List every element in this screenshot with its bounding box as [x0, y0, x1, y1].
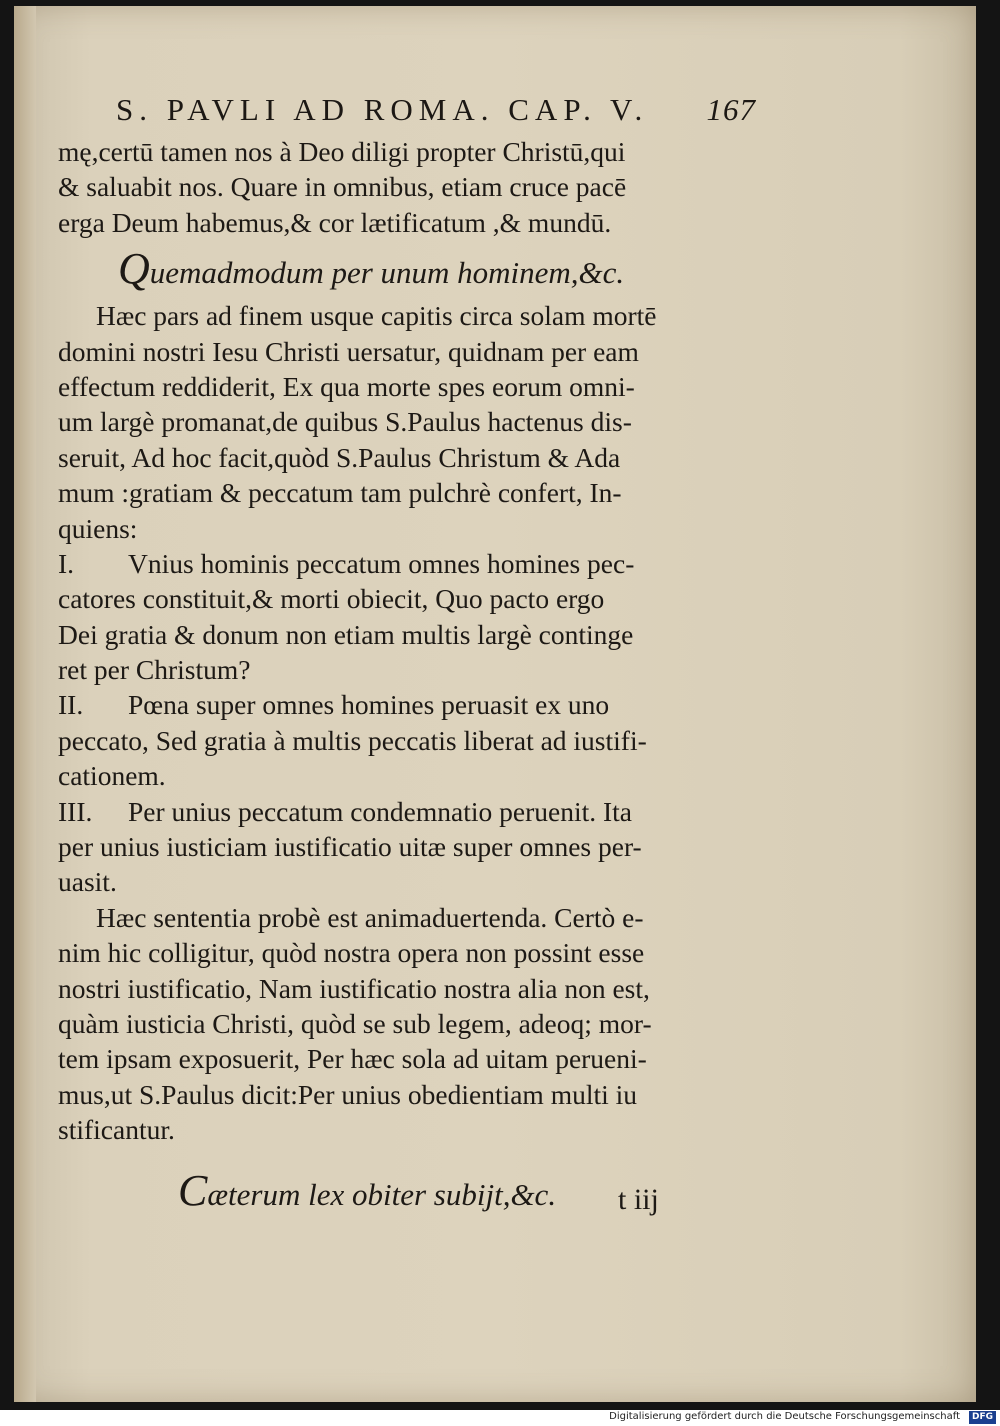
text-line: uasit. [58, 866, 117, 898]
dfg-logo: DFG [969, 1411, 996, 1424]
text-line: Hæc pars ad finem usque capitis circa solam mortē [96, 300, 657, 332]
text-line: effectum reddiderit, Ex qua morte spes eorum omni- [58, 370, 635, 402]
numbered-point-line [58, 546, 748, 581]
text-line: quàm iusticia Christi, quòd se sub legem, adeoq; mor- [58, 1007, 652, 1039]
text-line: stificantur. [58, 1114, 175, 1146]
point-number: III. [58, 795, 93, 827]
point-text: Pœna super omnes homines peruasit ex uno [128, 689, 610, 721]
heading-initial: Q [118, 244, 150, 294]
point-text: Vnius hominis peccatum omnes homines pec- [128, 547, 635, 579]
text-line: per unius iusticiam iustificatio uitæ super omnes per- [58, 831, 642, 863]
text-line: Hæc sententia probè est animaduertenda. Certò e- [96, 901, 644, 933]
text-line: nim hic colligitur, quòd nostra opera non possint esse [58, 937, 645, 969]
text-line: catores constituit,& morti obiecit, Quo pacto ergo [58, 583, 605, 615]
text-line: tem ipsam exposuerit, Per hæc sola ad uitam perueni- [58, 1043, 647, 1075]
signature-mark: t iij [618, 1183, 659, 1216]
text-line: cationem. [58, 760, 166, 792]
text-line: peccato, Sed gratia à multis peccatis liberat ad iustifi- [58, 724, 647, 756]
running-head-title: S. PAVLI AD ROMA. CAP. V. [116, 92, 649, 127]
point-text: Per unius peccatum condemnatio peruenit. Ita [128, 795, 632, 827]
heading-initial: C [178, 1165, 208, 1215]
text-line: mum :gratiam & peccatum tam pulchrè confert, In- [58, 477, 622, 509]
text-line: domini nostri Iesu Christi uersatur, quidnam per eam [58, 335, 639, 367]
text-line: & saluabit nos. Quare in omnibus, etiam cruce pacē [58, 171, 627, 203]
point-number: I. [58, 547, 75, 579]
body-text [58, 134, 748, 1220]
text-line: seruit, Ad hoc facit,quòd S.Paulus Christum & Ada [58, 441, 621, 473]
text-line: ret per Christum? [58, 654, 251, 686]
section-heading [58, 240, 748, 298]
heading-text: æterum lex obiter subijt,&c. [207, 1176, 557, 1212]
text-line: erga Deum habemus,& cor lætificatum ,& mundū. [58, 206, 612, 238]
text-line: quiens: [58, 512, 138, 544]
text-line: um largè promanat,de quibus S.Paulus hactenus dis- [58, 406, 632, 438]
numbered-point-line [58, 794, 748, 829]
numbered-point-line [58, 687, 748, 722]
heading-text: uemadmodum per unum hominem,&c. [149, 255, 625, 291]
running-head [116, 92, 756, 132]
text-line: nostri iustificatio, Nam iustificatio nostra alia non est, [58, 972, 650, 1004]
funding-credit: Digitalisierung gefördert durch die Deutsche Forschungsgemeinschaft [609, 1411, 960, 1422]
page-number: 167 [706, 92, 756, 127]
point-number: II. [58, 689, 84, 721]
page-gutter [14, 6, 36, 1402]
text-line: mę,certū tamen nos à Deo diligi propter Christū,qui [58, 136, 626, 167]
text-line: mus,ut S.Paulus dicit:Per unius obedientiam multi iu [58, 1078, 638, 1110]
text-line: Dei gratia & donum non etiam multis largè continge [58, 618, 634, 650]
